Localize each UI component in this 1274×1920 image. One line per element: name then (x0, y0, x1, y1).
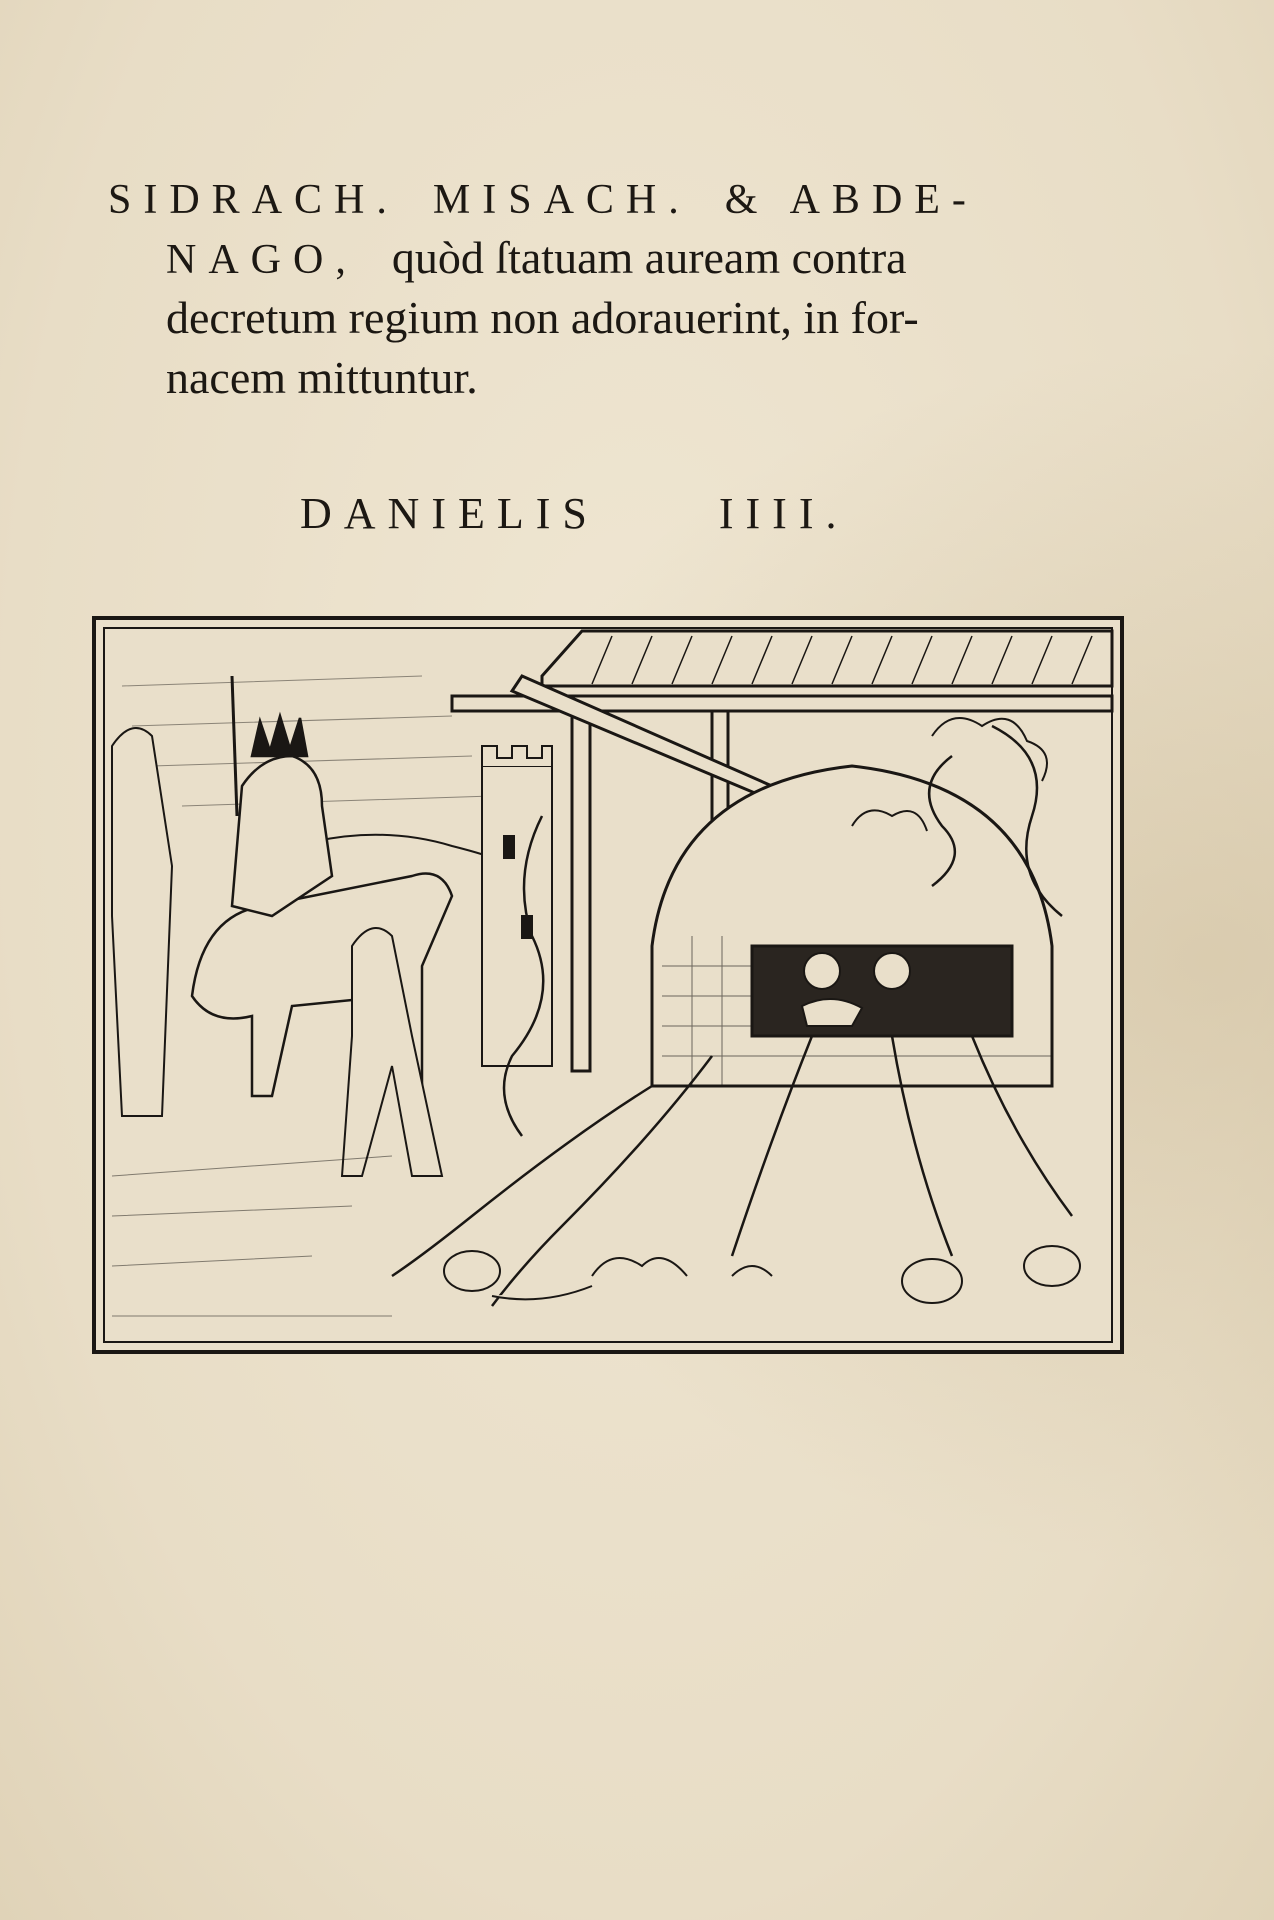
caption-line-3: decretum regium non adorauerint, in for- (166, 292, 919, 343)
caption-line-4: nacem mittuntur. (166, 352, 478, 403)
woodcut-image (92, 616, 1124, 1354)
caption-line-2 (108, 228, 1138, 288)
caption-name-abdenago: & ABDE- (724, 177, 978, 223)
caption-name-misach: MISACH. (432, 177, 691, 223)
caption-line-1 (108, 168, 1138, 228)
chapter-book: DANIELIS (300, 489, 599, 538)
caption-text (108, 168, 1138, 408)
caption-name-sidrach: SIDRACH. (108, 177, 399, 223)
chapter-number: IIII. (718, 489, 849, 538)
chapter-heading (300, 488, 1000, 539)
tower (482, 746, 552, 1066)
woodcut-illustration (92, 616, 1124, 1354)
caption-line-2-text: quòd ſtatuam auream contra (391, 232, 907, 283)
caption-name-nago: NAGO, (166, 237, 358, 283)
